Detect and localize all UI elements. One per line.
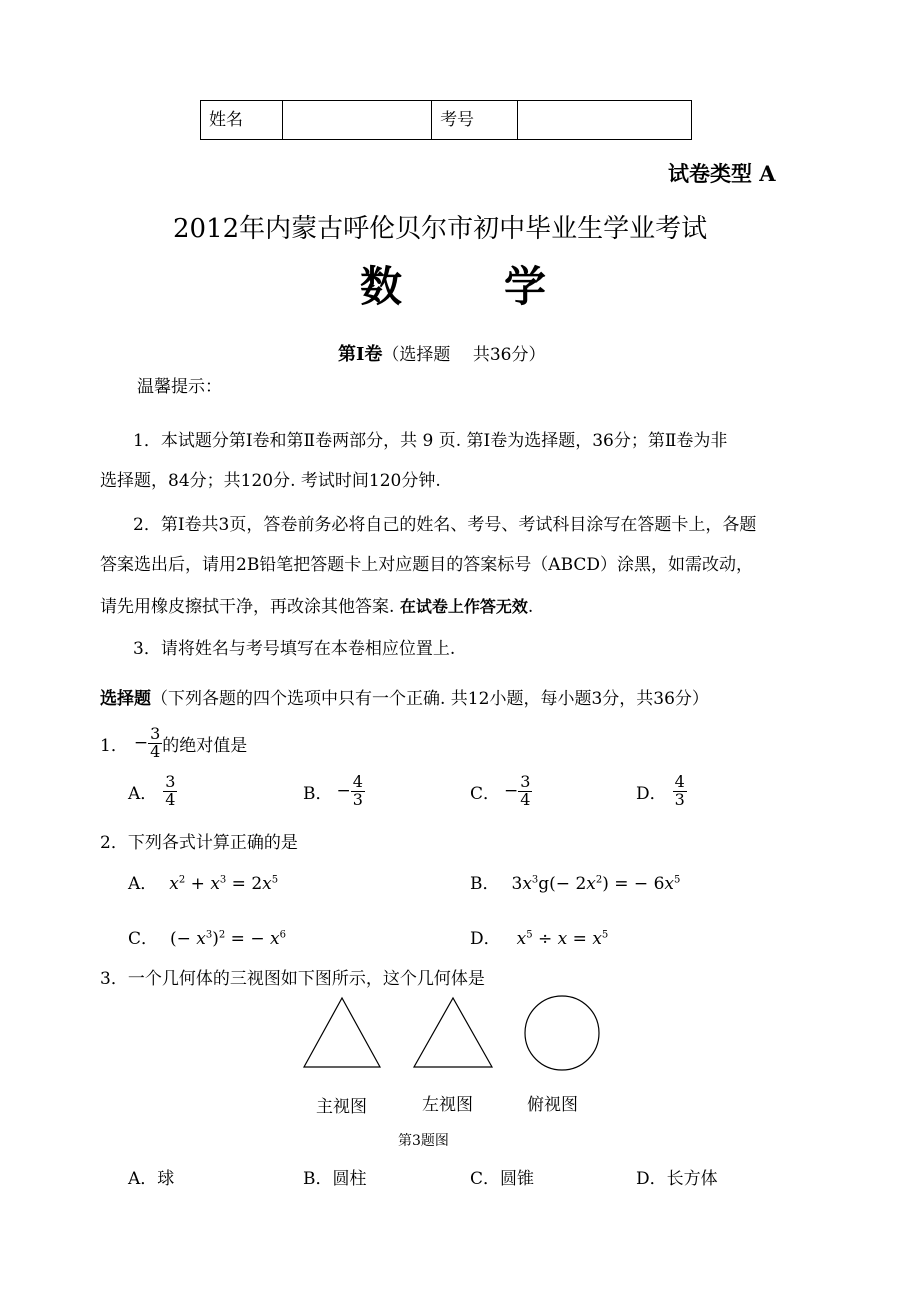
q2-b-expression: $3x^3g(- 2x^2)$ = − $6x^5$ — [511, 874, 681, 894]
q1-b-num: 4 — [352, 772, 363, 791]
q2-b-label: B． — [470, 874, 500, 894]
q2-d-expression: $x^5 \div x = x^5$ — [516, 929, 609, 949]
front-view-label: 主视图 — [316, 1097, 367, 1117]
q1-a-label: A． — [128, 783, 158, 804]
section-title: 第Ⅰ卷 — [338, 344, 383, 365]
tip-2-line-3-text: 请先用橡皮擦拭干净，再改涂其他答案. — [100, 597, 400, 617]
side-view-triangle — [414, 998, 492, 1067]
q1-c-sign: − — [504, 781, 519, 802]
tip-2-line-2: 答案选出后，请用2B铅笔把答题卡上对应题目的答案标号（ABCD）涂黑，如需改动， — [100, 555, 754, 575]
tips-heading: 温馨提示： — [137, 377, 222, 397]
q2-c-label: C． — [128, 929, 159, 949]
tip-1-line-1: 1．本试题分第I卷和第Ⅱ卷两部分，共 9 页. 第I卷为选择题，36分；第Ⅱ卷为非 — [133, 431, 728, 451]
q2-option-c[interactable] — [128, 924, 286, 949]
q1-fraction — [148, 726, 162, 761]
paper-type: 试卷类型 A — [668, 161, 776, 186]
tip-2-period: . — [527, 597, 534, 617]
tip-2-line-1: 2．第I卷共3页，答卷前务必将自己的姓名、考号、考试科目涂写在答题卡上，各题 — [133, 515, 757, 535]
q1-a-num: 3 — [165, 772, 176, 791]
q2-option-d[interactable] — [470, 924, 608, 949]
q3-option-a[interactable]: A．球 — [128, 1169, 175, 1189]
q1-option-b[interactable] — [303, 774, 365, 809]
q1-d-fraction — [673, 774, 687, 809]
q1-number: 1． — [100, 735, 128, 756]
q1-d-label: D． — [636, 783, 667, 804]
top-view-label: 俯视图 — [527, 1095, 578, 1115]
front-view-triangle — [304, 998, 380, 1067]
q1-a-fraction — [163, 774, 177, 809]
q1-minus: − — [133, 733, 149, 754]
choice-description: （下列各题的四个选项中只有一个正确. 共12小题，每小题3分，共36分） — [151, 689, 709, 709]
exam-title: 2012年内蒙古呼伦贝尔市初中毕业生学业考试 — [173, 214, 708, 244]
tip-2-warning: 在试卷上作答无效 — [399, 597, 528, 616]
q3-option-c[interactable]: C．圆锥 — [470, 1169, 535, 1189]
name-label: 姓名 — [201, 101, 283, 139]
q3-option-d[interactable]: D．长方体 — [636, 1169, 718, 1189]
q1-c-label: C． — [470, 783, 501, 804]
name-field[interactable] — [283, 101, 432, 139]
tip-2-line-3 — [100, 592, 533, 617]
q1-c-fraction — [518, 774, 532, 809]
q1-frac-den: 4 — [150, 741, 161, 761]
q3-option-b[interactable]: B．圆柱 — [303, 1169, 367, 1189]
q2-d-label: D． — [470, 929, 501, 949]
q1-option-c[interactable] — [470, 774, 532, 809]
tip-1-line-2: 选择题，84分；共120分. 考试时间120分钟. — [100, 471, 441, 491]
q2-option-b[interactable] — [470, 869, 680, 894]
exam-id-field[interactable] — [518, 101, 691, 139]
three-views-figure — [296, 992, 616, 1074]
q1-option-a[interactable] — [128, 774, 177, 809]
question-3-stem: 3．一个几何体的三视图如下图所示，这个几何体是 — [100, 969, 485, 989]
q1-frac-num: 3 — [150, 724, 161, 743]
section-subtitle: （选择题 共36分） — [382, 345, 546, 365]
q1-a-den: 4 — [165, 789, 176, 809]
q2-a-expression: $x^2 + x^3 = 2x^5$ — [169, 874, 279, 894]
question-2-stem: 2．下列各式计算正确的是 — [100, 833, 298, 853]
exam-id-label: 考号 — [432, 101, 518, 139]
q1-c-num: 3 — [520, 772, 531, 791]
section-header — [338, 340, 545, 366]
candidate-info-table — [200, 100, 692, 140]
q1-d-den: 3 — [674, 789, 685, 809]
figure-caption: 第3题图 — [398, 1133, 449, 1149]
q1-b-fraction — [351, 774, 365, 809]
side-view-label: 左视图 — [422, 1095, 473, 1115]
q1-option-d[interactable] — [636, 774, 687, 809]
q1-d-num: 4 — [674, 772, 685, 791]
q1-b-den: 3 — [352, 789, 363, 809]
choice-section-header — [100, 684, 709, 709]
subject-title: 数 学 — [360, 262, 553, 311]
choice-heading: 选择题 — [100, 689, 151, 709]
q1-b-label: B． — [303, 783, 333, 804]
tip-3: 3．请将姓名与考号填写在本卷相应位置上. — [133, 639, 456, 659]
q1-c-den: 4 — [520, 789, 531, 809]
q2-a-label: A． — [128, 874, 158, 894]
q1-text: 的绝对值是 — [162, 735, 248, 756]
question-1-stem — [100, 726, 247, 761]
q1-b-sign: − — [336, 781, 351, 802]
q2-c-expression: (− $x^3)^2$ = − $x^6$ — [170, 929, 286, 949]
q2-option-a[interactable] — [128, 869, 278, 894]
top-view-circle — [525, 996, 599, 1070]
